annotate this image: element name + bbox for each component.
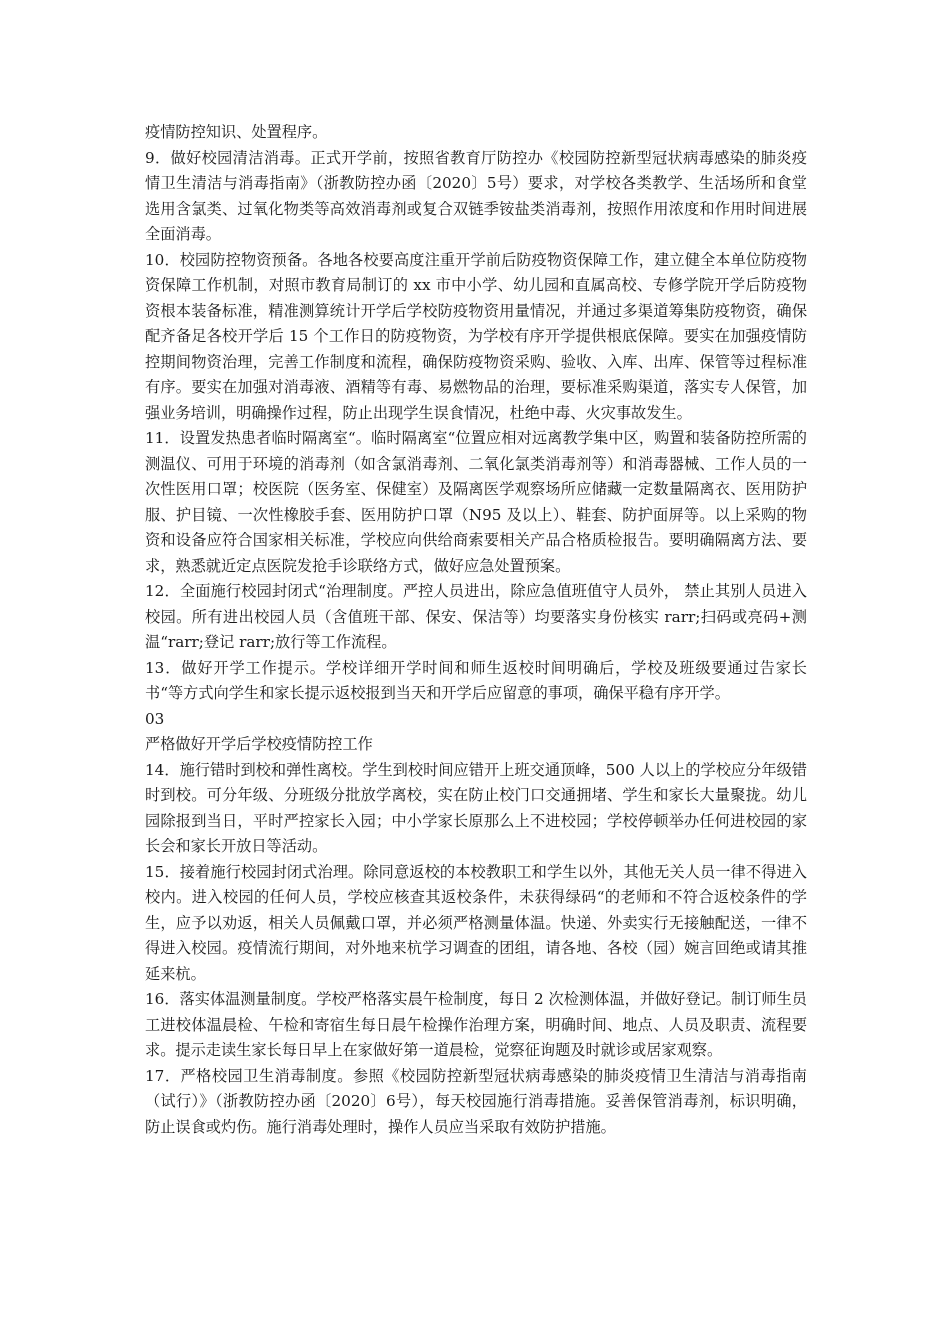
paragraph-item-9: 9．做好校园清洁消毒。正式开学前，按照省教育厅防控办《校园防控新型冠状病毒感染的肺炎疫情卫生清洁与消毒指南》（浙教防控办函〔2020〕5号）要求，对学校各类教学、生活场所和食堂选用含氯类、过氧化物类等高效消毒剂或复合双链季铵盐类消毒剂，按照作用浓度和作用时间进展全面消毒。 bbox=[145, 148, 807, 243]
paragraph-item-17: 17．严格校园卫生消毒制度。参照《校园防控新型冠状病毒感染的肺炎疫情卫生清洁与消毒指南（试行）》（浙教防控办函〔2020〕6号），每天校园施行消毒措施。妥善保管消毒剂，标识明确，防止误食或灼伤。施行消毒处理时，操作人员应当采取有效防护措施。 bbox=[145, 1066, 807, 1136]
paragraph-item-11: 11．设置发热患者临时隔离室“。临时隔离室“位置应相对远离教学集中区，购置和装备防控所需的测温仪、可用于环境的消毒剂（如含氯消毒剂、二氧化氯类消毒剂等）和消毒器械、工作人员的一次性医用口罩；校医院（医务室、保健室）及隔离医学观察场所应储藏一定数量隔离衣、医用防护服、护目镜、一次性橡胶手套、医用防护口罩（N95 及以上）、鞋套、防护面屏等。以上采购的物资和设备应符合国家相关标准，学校应向供给商索要相关产品合格质检报告。要明确隔离方法、要求，熟悉就近定点医院发抢手诊联络方式，做好应急处置预案。 bbox=[145, 429, 807, 575]
paragraph-item-15: 15．接着施行校园封闭式治理。除同意返校的本校教职工和学生以外，其他无关人员一律不得进入校内。进入校园的任何人员，学校应核查其返校条件，未获得绿码“的老师和不符合返校条件的学生，应予以劝返，相关人员佩戴口罩，并必须严格测量体温。快递、外卖实行无接触配送，一律不得进入校园。疫情流行期间，对外地来杭学习调查的团组，请各地、各校（园）婉言回绝或请其推延来杭。 bbox=[145, 862, 807, 983]
paragraph-intro-tail: 疫情防控知识、处置程序。 bbox=[145, 123, 328, 141]
paragraph-item-14: 14．施行错时到校和弹性离校。学生到校时间应错开上班交通顶峰，500 人以上的学校应分年级错时到校。可分年级、分班级分批放学离校，实在防止校门口交通拥堵、学生和家长大量聚拢。幼儿园除报到当日，平时严控家长入园；中小学家长原那么上不进校园；学校停顿举办任何进校园的家长会和家长开放日等活动。 bbox=[145, 760, 807, 855]
paragraph-item-16: 16．落实体温测量制度。学校严格落实晨午检制度，每日 2 次检测体温，并做好登记。制订师生员工进校体温晨检、午检和寄宿生每日晨午检操作治理方案，明确时间、地点、人员及职责、流程要求。提示走读生家长每日早上在家做好第一道晨检，觉察征询题及时就诊或居家观察。 bbox=[145, 990, 807, 1059]
paragraph-item-12: 12．全面施行校园封闭式“治理制度。严控人员进出，除应急值班值守人员外， 禁止其别人员进入校园。所有进出校园人员（含值班干部、保安、保洁等）均要落实身份核实 rarr;扫码或亮码+测温“rarr;登记 rarr;放行等工作流程。 bbox=[145, 582, 807, 651]
paragraph-item-10: 10．校园防控物资预备。各地各校要高度注重开学前后防疫物资保障工作，建立健全本单位防疫物资保障工作机制，对照市教育局制订的 xx 市中小学、幼儿园和直属高校、专修学院开学后防疫物资根本装备标准，精准测算统计开学后学校防疫物资用量情况，并通过多渠道筹集防疫物资，确保配齐备足各校开学后 15 个工作日的防疫物资，为学校有序开学提供根底保障。要实在加强疫情防控期间物资治理，完善工作制度和流程，确保防疫物资采购、验收、入库、出库、保管等过程标准有序。要实在加强对消毒液、酒精等有毒、易燃物品的治理，要标准采购渠道，落实专人保管，加强业务培训，明确操作过程，防止出现学生误食情况，杜绝中毒、火灾事故发生。 bbox=[145, 250, 807, 422]
document-body bbox=[145, 120, 807, 1140]
section-title: 严格做好开学后学校疫情防控工作 bbox=[145, 735, 373, 753]
paragraph-item-13: 13．做好开学工作提示。学校详细开学时间和师生返校时间明确后，学校及班级要通过告家长书“等方式向学生和家长提示返校报到当天和开学后应留意的事项，确保平稳有序开学。 bbox=[145, 658, 807, 702]
section-number: 03 bbox=[145, 709, 165, 728]
